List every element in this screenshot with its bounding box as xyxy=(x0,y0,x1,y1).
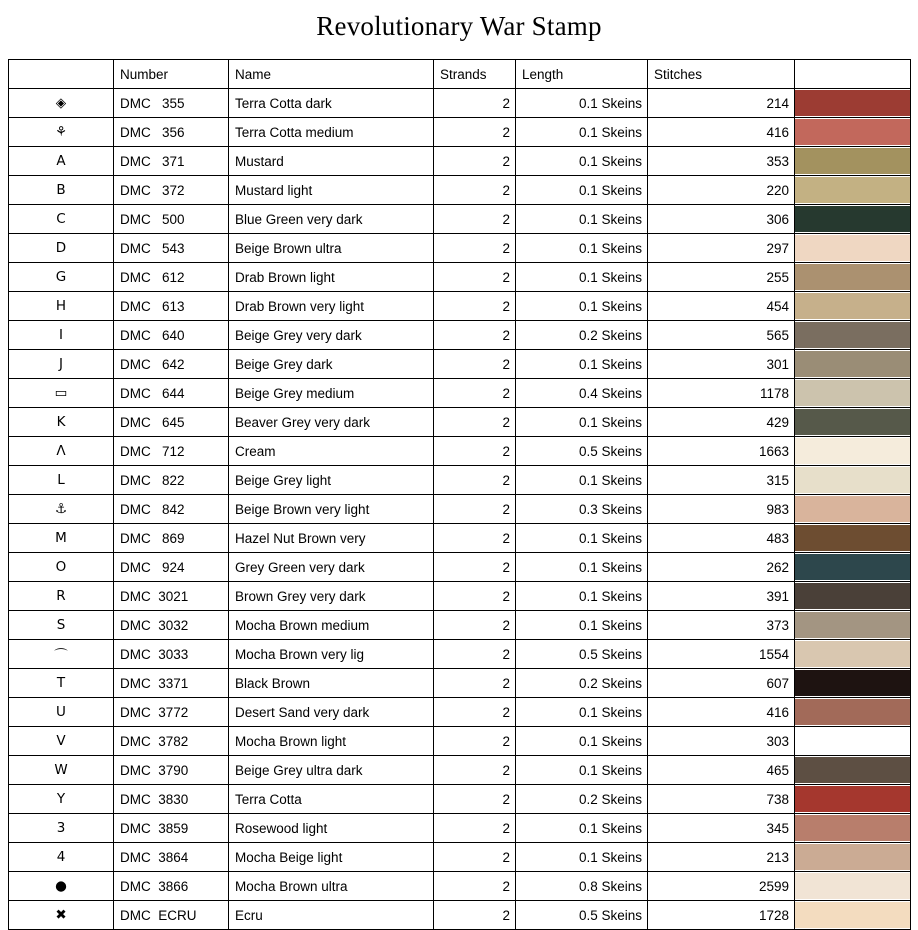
row-symbol: Y xyxy=(9,785,114,814)
row-color-swatch xyxy=(795,466,911,495)
row-symbol: U xyxy=(9,698,114,727)
row-color-swatch xyxy=(795,785,911,814)
row-symbol: ✖ xyxy=(9,901,114,930)
row-symbol: A xyxy=(9,147,114,176)
row-symbol: 3 xyxy=(9,814,114,843)
row-color-swatch xyxy=(795,292,911,321)
row-symbol: ▭ xyxy=(9,379,114,408)
row-symbol: M xyxy=(9,524,114,553)
row-name: Mustard light xyxy=(229,176,434,205)
row-length: 0.2 Skeins xyxy=(516,321,648,350)
floss-table xyxy=(8,59,911,930)
row-strands: 2 xyxy=(434,640,516,669)
swatch-fill xyxy=(795,757,910,783)
swatch-fill xyxy=(795,786,910,812)
row-strands: 2 xyxy=(434,785,516,814)
swatch-fill xyxy=(795,496,910,522)
swatch-fill xyxy=(795,815,910,841)
column-header-symbol xyxy=(9,60,114,89)
table-row xyxy=(9,814,911,843)
table-row xyxy=(9,872,911,901)
row-number: DMC ECRU xyxy=(114,901,229,930)
row-color-swatch xyxy=(795,756,911,785)
table-row xyxy=(9,89,911,118)
row-strands: 2 xyxy=(434,263,516,292)
table-row xyxy=(9,176,911,205)
row-color-swatch xyxy=(795,263,911,292)
row-name: Terra Cotta medium xyxy=(229,118,434,147)
row-name: Beige Grey medium xyxy=(229,379,434,408)
table-row xyxy=(9,524,911,553)
row-symbol: ⚓ xyxy=(9,495,114,524)
row-number: DMC 3782 xyxy=(114,727,229,756)
row-strands: 2 xyxy=(434,408,516,437)
row-length: 0.3 Skeins xyxy=(516,495,648,524)
table-row xyxy=(9,785,911,814)
row-number: DMC 822 xyxy=(114,466,229,495)
row-symbol: ⚘ xyxy=(9,118,114,147)
row-length: 0.1 Skeins xyxy=(516,553,648,582)
row-strands: 2 xyxy=(434,437,516,466)
row-color-swatch xyxy=(795,89,911,118)
row-length: 0.1 Skeins xyxy=(516,524,648,553)
swatch-fill xyxy=(795,293,910,319)
row-stitches: 465 xyxy=(648,756,795,785)
row-stitches: 738 xyxy=(648,785,795,814)
swatch-fill xyxy=(795,119,910,145)
row-stitches: 565 xyxy=(648,321,795,350)
row-stitches: 1178 xyxy=(648,379,795,408)
table-row xyxy=(9,147,911,176)
row-stitches: 255 xyxy=(648,263,795,292)
row-symbol: G xyxy=(9,263,114,292)
row-length: 0.1 Skeins xyxy=(516,147,648,176)
table-row xyxy=(9,553,911,582)
row-stitches: 297 xyxy=(648,234,795,263)
row-symbol: B xyxy=(9,176,114,205)
row-number: DMC 3033 xyxy=(114,640,229,669)
row-number: DMC 642 xyxy=(114,350,229,379)
row-color-swatch xyxy=(795,176,911,205)
table-row xyxy=(9,379,911,408)
row-symbol: V xyxy=(9,727,114,756)
row-symbol: J xyxy=(9,350,114,379)
row-stitches: 416 xyxy=(648,698,795,727)
row-stitches: 262 xyxy=(648,553,795,582)
row-color-swatch xyxy=(795,147,911,176)
row-symbol: S xyxy=(9,611,114,640)
swatch-fill xyxy=(795,409,910,435)
row-name: Desert Sand very dark xyxy=(229,698,434,727)
row-name: Black Brown xyxy=(229,669,434,698)
table-row xyxy=(9,118,911,147)
row-strands: 2 xyxy=(434,466,516,495)
row-color-swatch xyxy=(795,669,911,698)
row-color-swatch xyxy=(795,640,911,669)
swatch-fill xyxy=(795,554,910,580)
page-title: Revolutionary War Stamp xyxy=(316,11,602,41)
row-stitches: 1728 xyxy=(648,901,795,930)
row-stitches: 306 xyxy=(648,205,795,234)
row-number: DMC 869 xyxy=(114,524,229,553)
row-strands: 2 xyxy=(434,872,516,901)
row-number: DMC 644 xyxy=(114,379,229,408)
row-name: Beige Brown very light xyxy=(229,495,434,524)
row-length: 0.2 Skeins xyxy=(516,785,648,814)
row-strands: 2 xyxy=(434,669,516,698)
row-stitches: 454 xyxy=(648,292,795,321)
row-number: DMC 712 xyxy=(114,437,229,466)
column-header-name: Name xyxy=(229,60,434,89)
row-number: DMC 371 xyxy=(114,147,229,176)
swatch-fill xyxy=(795,264,910,290)
table-row xyxy=(9,495,911,524)
row-length: 0.1 Skeins xyxy=(516,727,648,756)
row-stitches: 214 xyxy=(648,89,795,118)
row-stitches: 373 xyxy=(648,611,795,640)
row-name: Mocha Brown light xyxy=(229,727,434,756)
row-length: 0.1 Skeins xyxy=(516,176,648,205)
swatch-fill xyxy=(795,670,910,696)
table-row xyxy=(9,321,911,350)
row-name: Hazel Nut Brown very xyxy=(229,524,434,553)
row-color-swatch xyxy=(795,611,911,640)
row-color-swatch xyxy=(795,234,911,263)
row-length: 0.1 Skeins xyxy=(516,408,648,437)
table-row xyxy=(9,698,911,727)
row-strands: 2 xyxy=(434,553,516,582)
swatch-fill xyxy=(795,873,910,899)
row-symbol: ⌒ xyxy=(9,640,114,669)
row-name: Mustard xyxy=(229,147,434,176)
row-strands: 2 xyxy=(434,582,516,611)
row-number: DMC 612 xyxy=(114,263,229,292)
table-row xyxy=(9,901,911,930)
row-name: Beige Grey very dark xyxy=(229,321,434,350)
row-number: DMC 3371 xyxy=(114,669,229,698)
row-length: 0.5 Skeins xyxy=(516,640,648,669)
row-strands: 2 xyxy=(434,89,516,118)
row-stitches: 353 xyxy=(648,147,795,176)
row-length: 0.5 Skeins xyxy=(516,901,648,930)
row-stitches: 213 xyxy=(648,843,795,872)
row-name: Beaver Grey very dark xyxy=(229,408,434,437)
swatch-fill xyxy=(795,351,910,377)
row-color-swatch xyxy=(795,118,911,147)
row-color-swatch xyxy=(795,437,911,466)
row-name: Drab Brown light xyxy=(229,263,434,292)
row-length: 0.1 Skeins xyxy=(516,234,648,263)
row-symbol: ● xyxy=(9,872,114,901)
row-number: DMC 355 xyxy=(114,89,229,118)
row-symbol: W xyxy=(9,756,114,785)
row-color-swatch xyxy=(795,582,911,611)
row-length: 0.5 Skeins xyxy=(516,437,648,466)
row-number: DMC 3790 xyxy=(114,756,229,785)
row-color-swatch xyxy=(795,495,911,524)
swatch-fill xyxy=(795,380,910,406)
swatch-fill xyxy=(795,235,910,261)
row-color-swatch xyxy=(795,843,911,872)
row-length: 0.1 Skeins xyxy=(516,263,648,292)
row-number: DMC 543 xyxy=(114,234,229,263)
swatch-fill xyxy=(795,90,910,116)
table-row xyxy=(9,350,911,379)
row-strands: 2 xyxy=(434,292,516,321)
row-strands: 2 xyxy=(434,901,516,930)
row-length: 0.1 Skeins xyxy=(516,698,648,727)
swatch-fill xyxy=(795,641,910,667)
table-row xyxy=(9,437,911,466)
row-symbol: H xyxy=(9,292,114,321)
row-number: DMC 640 xyxy=(114,321,229,350)
row-name: Beige Grey light xyxy=(229,466,434,495)
row-stitches: 2599 xyxy=(648,872,795,901)
row-symbol: R xyxy=(9,582,114,611)
row-number: DMC 842 xyxy=(114,495,229,524)
row-number: DMC 3859 xyxy=(114,814,229,843)
swatch-fill xyxy=(795,902,910,928)
row-number: DMC 356 xyxy=(114,118,229,147)
row-number: DMC 924 xyxy=(114,553,229,582)
row-color-swatch xyxy=(795,727,911,756)
row-name: Mocha Brown very lig xyxy=(229,640,434,669)
row-strands: 2 xyxy=(434,843,516,872)
swatch-fill xyxy=(795,612,910,638)
row-number: DMC 613 xyxy=(114,292,229,321)
row-number: DMC 3772 xyxy=(114,698,229,727)
row-strands: 2 xyxy=(434,379,516,408)
row-color-swatch xyxy=(795,350,911,379)
row-symbol: L xyxy=(9,466,114,495)
row-strands: 2 xyxy=(434,698,516,727)
column-header-strands: Strands xyxy=(434,60,516,89)
row-name: Beige Grey ultra dark xyxy=(229,756,434,785)
table-row xyxy=(9,669,911,698)
row-symbol: K xyxy=(9,408,114,437)
row-symbol: O xyxy=(9,553,114,582)
column-header-stitches: Stitches xyxy=(648,60,795,89)
row-name: Terra Cotta dark xyxy=(229,89,434,118)
row-name: Cream xyxy=(229,437,434,466)
table-header xyxy=(9,60,911,89)
row-number: DMC 3866 xyxy=(114,872,229,901)
swatch-fill xyxy=(795,844,910,870)
row-strands: 2 xyxy=(434,814,516,843)
row-strands: 2 xyxy=(434,756,516,785)
row-name: Beige Brown ultra xyxy=(229,234,434,263)
row-symbol: ◈ xyxy=(9,89,114,118)
row-stitches: 301 xyxy=(648,350,795,379)
row-color-swatch xyxy=(795,321,911,350)
floss-table-container xyxy=(0,59,918,930)
row-strands: 2 xyxy=(434,118,516,147)
row-stitches: 983 xyxy=(648,495,795,524)
row-name: Grey Green very dark xyxy=(229,553,434,582)
row-color-swatch xyxy=(795,698,911,727)
table-row xyxy=(9,640,911,669)
row-number: DMC 372 xyxy=(114,176,229,205)
row-color-swatch xyxy=(795,524,911,553)
swatch-fill xyxy=(795,322,910,348)
row-symbol: T xyxy=(9,669,114,698)
row-length: 0.1 Skeins xyxy=(516,582,648,611)
row-length: 0.1 Skeins xyxy=(516,843,648,872)
row-name: Blue Green very dark xyxy=(229,205,434,234)
swatch-fill xyxy=(795,728,910,754)
row-name: Mocha Brown medium xyxy=(229,611,434,640)
swatch-fill xyxy=(795,177,910,203)
table-row xyxy=(9,843,911,872)
table-row xyxy=(9,466,911,495)
row-color-swatch xyxy=(795,408,911,437)
row-number: DMC 3830 xyxy=(114,785,229,814)
row-name: Terra Cotta xyxy=(229,785,434,814)
row-color-swatch xyxy=(795,872,911,901)
swatch-fill xyxy=(795,467,910,493)
row-length: 0.1 Skeins xyxy=(516,118,648,147)
column-header-length: Length xyxy=(516,60,648,89)
row-stitches: 220 xyxy=(648,176,795,205)
row-strands: 2 xyxy=(434,176,516,205)
swatch-fill xyxy=(795,206,910,232)
row-length: 0.1 Skeins xyxy=(516,756,648,785)
row-stitches: 429 xyxy=(648,408,795,437)
table-body xyxy=(9,89,911,930)
row-color-swatch xyxy=(795,901,911,930)
row-name: Brown Grey very dark xyxy=(229,582,434,611)
row-symbol: I xyxy=(9,321,114,350)
table-row xyxy=(9,582,911,611)
table-row xyxy=(9,292,911,321)
row-strands: 2 xyxy=(434,524,516,553)
row-strands: 2 xyxy=(434,205,516,234)
row-stitches: 416 xyxy=(648,118,795,147)
row-length: 0.4 Skeins xyxy=(516,379,648,408)
row-color-swatch xyxy=(795,205,911,234)
row-stitches: 483 xyxy=(648,524,795,553)
table-row xyxy=(9,234,911,263)
column-header-number: Number xyxy=(114,60,229,89)
table-row xyxy=(9,611,911,640)
row-stitches: 391 xyxy=(648,582,795,611)
row-number: DMC 500 xyxy=(114,205,229,234)
row-length: 0.1 Skeins xyxy=(516,350,648,379)
row-name: Mocha Beige light xyxy=(229,843,434,872)
table-row xyxy=(9,727,911,756)
table-header-row xyxy=(9,60,911,89)
swatch-fill xyxy=(795,525,910,551)
row-stitches: 1663 xyxy=(648,437,795,466)
row-number: DMC 3021 xyxy=(114,582,229,611)
row-strands: 2 xyxy=(434,611,516,640)
row-stitches: 607 xyxy=(648,669,795,698)
swatch-fill xyxy=(795,583,910,609)
row-stitches: 315 xyxy=(648,466,795,495)
row-name: Rosewood light xyxy=(229,814,434,843)
row-strands: 2 xyxy=(434,350,516,379)
table-row xyxy=(9,263,911,292)
table-row xyxy=(9,756,911,785)
table-row xyxy=(9,408,911,437)
table-row xyxy=(9,205,911,234)
row-length: 0.1 Skeins xyxy=(516,205,648,234)
row-name: Ecru xyxy=(229,901,434,930)
row-length: 0.1 Skeins xyxy=(516,292,648,321)
row-stitches: 1554 xyxy=(648,640,795,669)
row-number: DMC 3032 xyxy=(114,611,229,640)
row-name: Beige Grey dark xyxy=(229,350,434,379)
row-strands: 2 xyxy=(434,321,516,350)
row-color-swatch xyxy=(795,379,911,408)
swatch-fill xyxy=(795,699,910,725)
row-stitches: 303 xyxy=(648,727,795,756)
row-color-swatch xyxy=(795,814,911,843)
row-symbol: 4 xyxy=(9,843,114,872)
row-color-swatch xyxy=(795,553,911,582)
row-strands: 2 xyxy=(434,234,516,263)
row-strands: 2 xyxy=(434,495,516,524)
row-length: 0.1 Skeins xyxy=(516,89,648,118)
row-length: 0.1 Skeins xyxy=(516,611,648,640)
row-length: 0.1 Skeins xyxy=(516,814,648,843)
swatch-fill xyxy=(795,148,910,174)
row-name: Mocha Brown ultra xyxy=(229,872,434,901)
row-length: 0.8 Skeins xyxy=(516,872,648,901)
column-header-swatch xyxy=(795,60,911,89)
row-length: 0.2 Skeins xyxy=(516,669,648,698)
row-number: DMC 3864 xyxy=(114,843,229,872)
row-symbol: Λ xyxy=(9,437,114,466)
row-length: 0.1 Skeins xyxy=(516,466,648,495)
row-number: DMC 645 xyxy=(114,408,229,437)
swatch-fill xyxy=(795,438,910,464)
row-symbol: C xyxy=(9,205,114,234)
row-name: Drab Brown very light xyxy=(229,292,434,321)
row-strands: 2 xyxy=(434,727,516,756)
row-stitches: 345 xyxy=(648,814,795,843)
row-symbol: D xyxy=(9,234,114,263)
row-strands: 2 xyxy=(434,147,516,176)
